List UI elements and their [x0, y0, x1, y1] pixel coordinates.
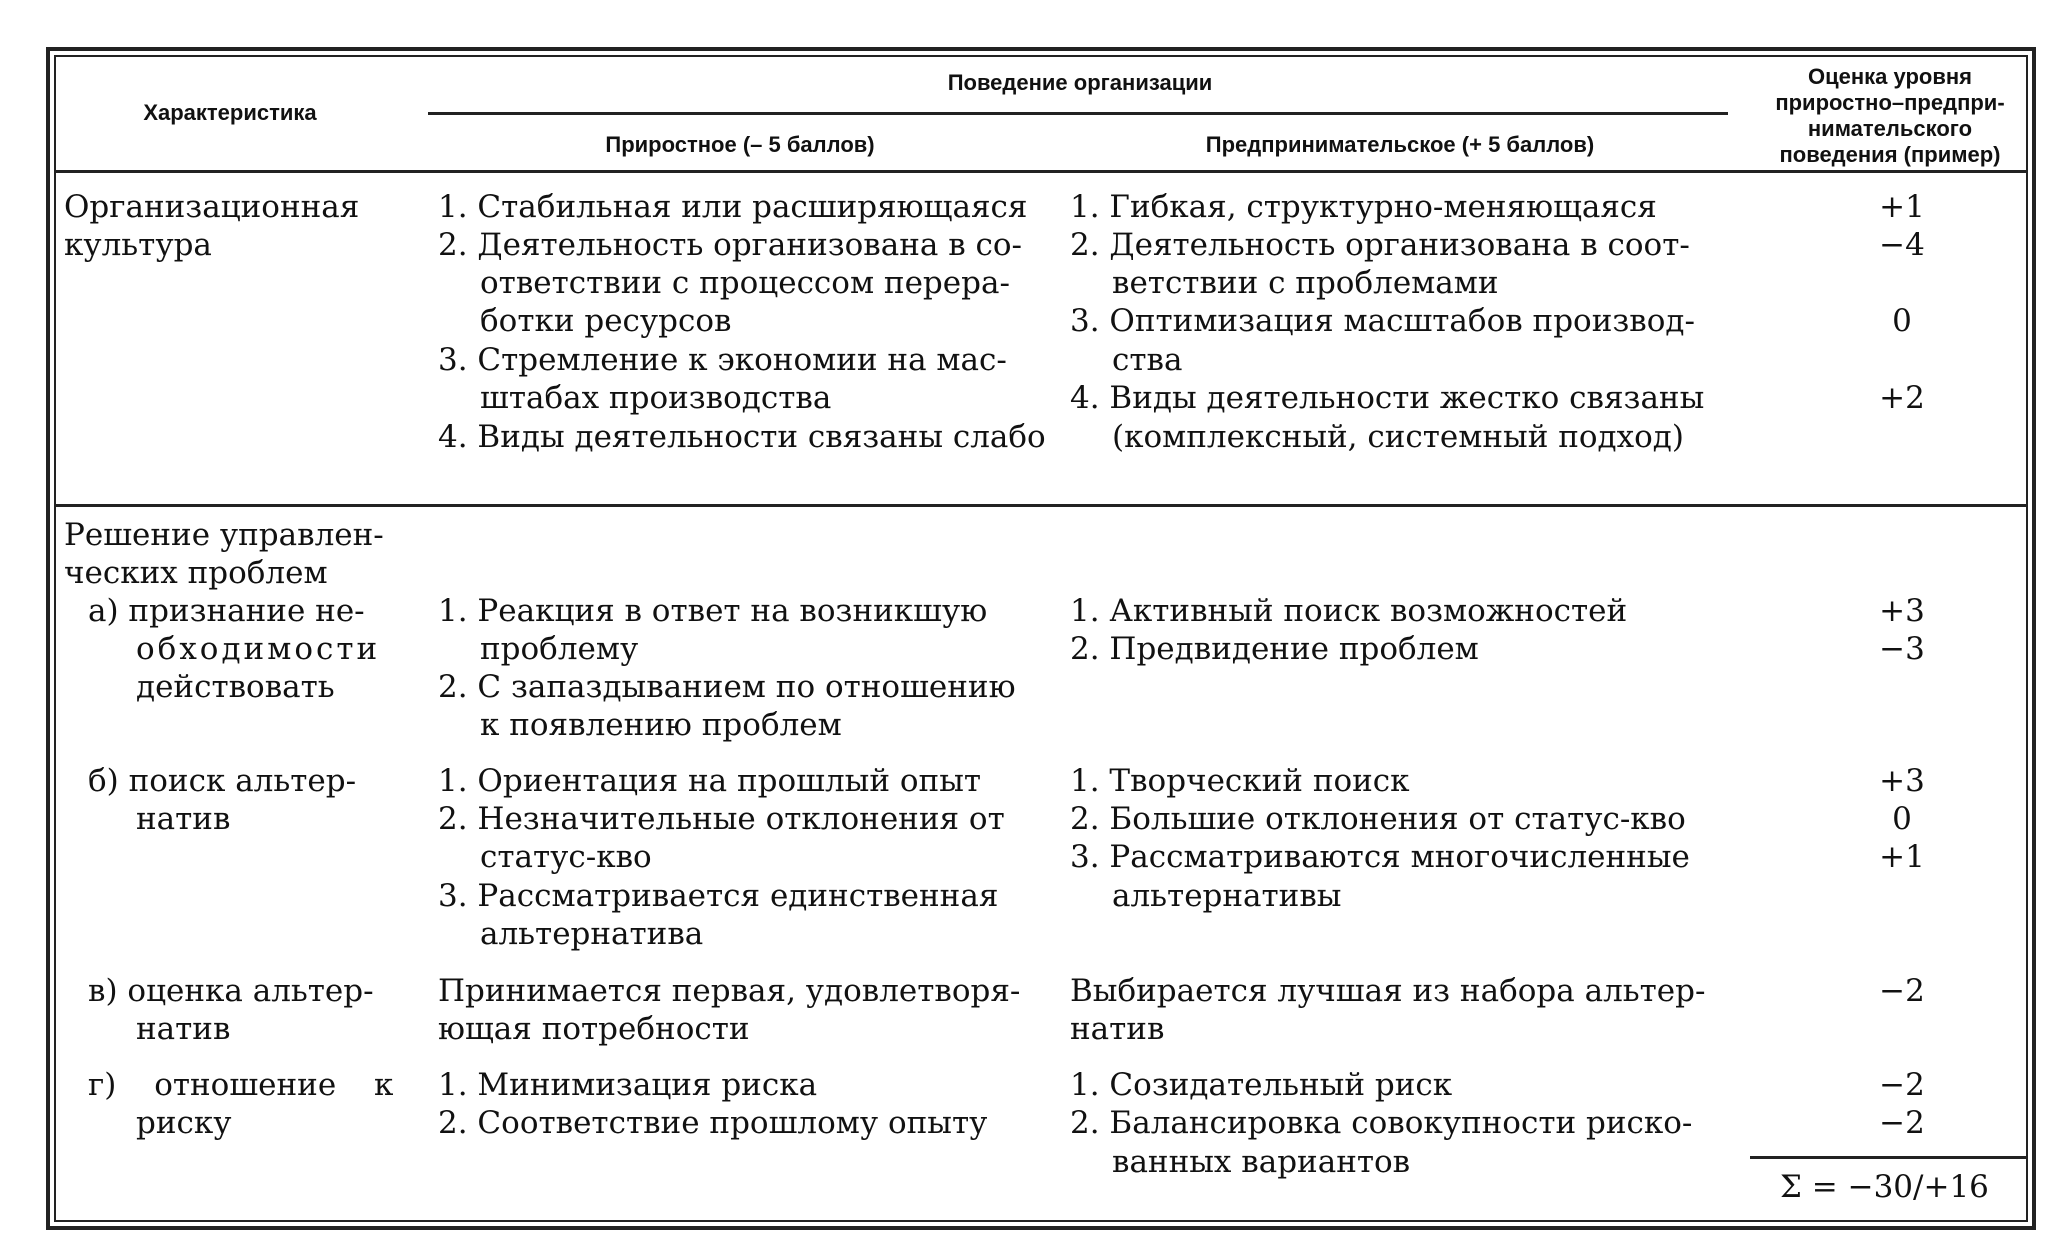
c-inc-1: Принимается первая, удовлетворя- — [438, 973, 1021, 1009]
b-inc-2: 2. Незначительные отклонения от — [438, 801, 1005, 837]
d-score-1: −2 — [1879, 1067, 1925, 1103]
a-label-1: а) признание не- — [88, 593, 365, 629]
decisions-label-1: Решение управлен- — [64, 517, 384, 553]
culture-score-4: +2 — [1879, 380, 1925, 416]
b-ent-1: 1. Творческий поиск — [1070, 763, 1410, 799]
a-ent-2: 2. Предвидение проблем — [1070, 631, 1479, 667]
b-ent-2: 2. Большие отклонения от статус-кво — [1070, 801, 1686, 837]
header-incremental: Приростное (– 5 баллов) — [605, 132, 875, 157]
d-score-2: −2 — [1879, 1105, 1925, 1141]
header-behavior: Поведение организации — [947, 70, 1213, 95]
header-score — [1745, 64, 2035, 168]
d-label-2: риску — [136, 1105, 232, 1141]
a-inc-1: 1. Реакция в ответ на возникшую — [438, 593, 988, 629]
culture-ent-5: ства — [1112, 342, 1183, 378]
header-score-line-4: поведения (пример) — [1779, 142, 2001, 167]
b-ent-3: 3. Рассматриваются многочисленные — [1070, 839, 1690, 875]
a-inc-3: 2. С запаздыванием по отношению — [438, 669, 1016, 705]
b-score-1: +3 — [1879, 763, 1925, 799]
b-inc-3: статус-кво — [480, 839, 652, 875]
a-label-3: действовать — [136, 669, 335, 705]
b-score-3: +1 — [1879, 839, 1925, 875]
total-sum: Σ = −30/+16 — [1780, 1169, 1989, 1205]
culture-label-1: Организационная — [64, 189, 360, 225]
header-score-line-1: Оценка уровня — [1808, 64, 1972, 89]
culture-ent-7: (комплексный, системный подход) — [1112, 419, 1684, 455]
culture-inc-7: 4. Виды деятельности связаны слабо — [438, 419, 1046, 455]
header-score-line-3: нимательского — [1807, 116, 1973, 141]
culture-ent-6: 4. Виды деятельности жестко связаны — [1070, 380, 1705, 416]
d-label-1: г) отношение к — [88, 1067, 394, 1103]
c-label-2: натив — [136, 1011, 231, 1047]
a-score-2: −3 — [1879, 631, 1925, 667]
b-inc-4: 3. Рассматривается единственная — [438, 878, 999, 914]
culture-inc-3: ответствии с процессом перера- — [480, 265, 1010, 301]
decisions-label-2: ческих проблем — [64, 555, 328, 591]
c-score-1: −2 — [1879, 973, 1925, 1009]
culture-ent-2: 2. Деятельность организована в соот- — [1070, 227, 1690, 263]
total-rule — [1750, 1156, 2026, 1159]
header-characteristic: Характеристика — [143, 100, 317, 125]
culture-inc-5: 3. Стремление к экономии на мас- — [438, 342, 1007, 378]
c-inc-2: ющая потребности — [438, 1011, 750, 1047]
d-ent-2: 2. Балансировка совокупности риско- — [1070, 1105, 1693, 1141]
culture-ent-4: 3. Оптимизация масштабов производ- — [1070, 303, 1695, 339]
d-inc-1: 1. Минимизация риска — [438, 1067, 818, 1103]
d-ent-1: 1. Созидательный риск — [1070, 1067, 1453, 1103]
culture-score-1: +1 — [1879, 189, 1925, 225]
b-inc-5: альтернатива — [480, 916, 704, 952]
c-label-1: в) оценка альтер- — [88, 973, 374, 1009]
culture-score-2: −4 — [1879, 227, 1925, 263]
a-label-2: обходимости — [136, 631, 381, 667]
culture-label-2: культура — [64, 227, 212, 263]
culture-inc-4: ботки ресурсов — [480, 303, 732, 339]
header-entrepreneurial: Предпринимательское (+ 5 баллов) — [1205, 132, 1595, 157]
culture-inc-6: штабах производства — [480, 380, 832, 416]
culture-ent-1: 1. Гибкая, структурно-меняющаяся — [1070, 189, 1657, 225]
section-divider — [56, 504, 2026, 507]
b-score-2: 0 — [1892, 801, 1912, 837]
b-label-2: натив — [136, 801, 231, 837]
a-score-1: +3 — [1879, 593, 1925, 629]
header-behavior-rule — [428, 112, 1728, 115]
header-bottom-rule — [56, 170, 2026, 173]
culture-ent-3: ветствии с проблемами — [1112, 265, 1499, 301]
b-inc-1: 1. Ориентация на прошлый опыт — [438, 763, 982, 799]
culture-score-3: 0 — [1892, 303, 1912, 339]
a-inc-4: к появлению проблем — [480, 707, 842, 743]
d-inc-2: 2. Соответствие прошлому опыту — [438, 1105, 988, 1141]
c-ent-1: Выбирается лучшая из набора альтер- — [1070, 973, 1706, 1009]
a-inc-2: проблему — [480, 631, 639, 667]
b-label-1: б) поиск альтер- — [88, 763, 357, 799]
c-ent-2: натив — [1070, 1011, 1165, 1047]
culture-inc-1: 1. Стабильная или расширяющаяся — [438, 189, 1028, 225]
b-ent-4: альтернативы — [1112, 878, 1342, 914]
header-score-line-2: приростно–предпри- — [1775, 90, 2005, 115]
a-ent-1: 1. Активный поиск возможностей — [1070, 593, 1628, 629]
d-ent-3: ванных вариантов — [1112, 1144, 1411, 1180]
culture-inc-2: 2. Деятельность организована в со- — [438, 227, 1023, 263]
